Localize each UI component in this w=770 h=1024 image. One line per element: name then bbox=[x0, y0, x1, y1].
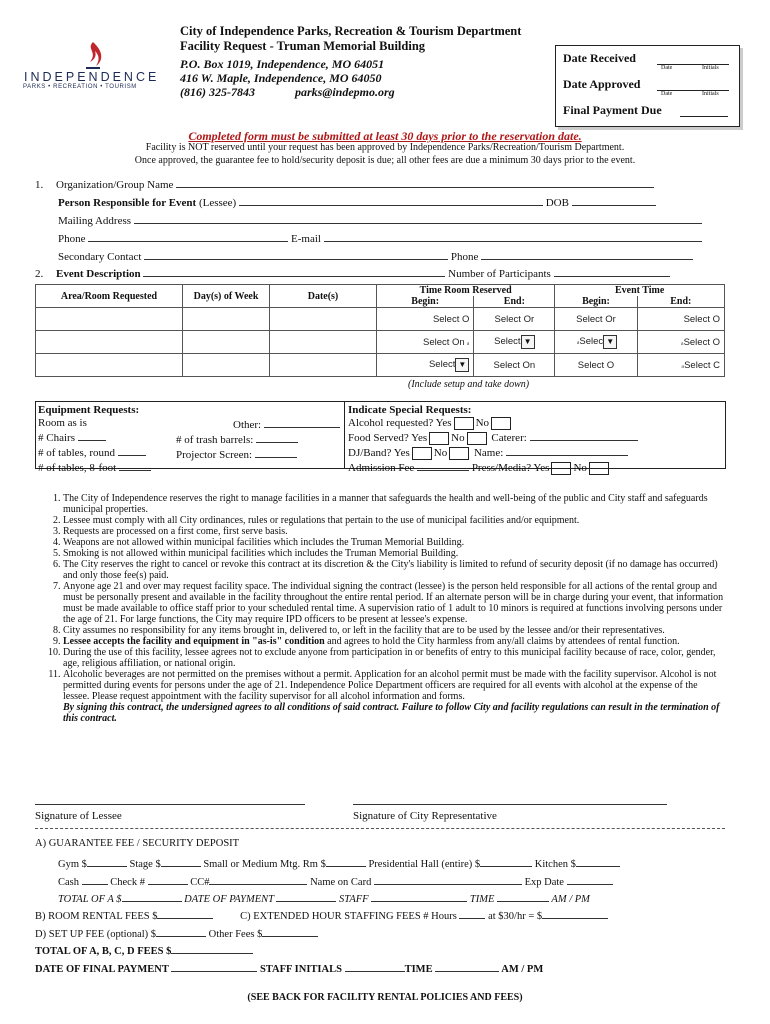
kitchen-field[interactable] bbox=[576, 856, 620, 867]
street-address: 416 W. Maple, Independence, MO 64050 bbox=[180, 71, 382, 85]
select-value: Select O bbox=[577, 359, 615, 371]
initials-small-label: Initials bbox=[702, 65, 719, 71]
time-label: TIME bbox=[469, 894, 495, 905]
event-field[interactable] bbox=[143, 266, 445, 277]
dob-field[interactable] bbox=[572, 195, 656, 206]
date-received-line[interactable] bbox=[657, 54, 729, 65]
phone-field[interactable] bbox=[88, 231, 288, 242]
logo-wordmark: INDEPENDENCE bbox=[24, 70, 160, 84]
date-approved-line[interactable] bbox=[657, 80, 729, 91]
check-field[interactable] bbox=[148, 874, 188, 885]
date-payment-label: DATE OF PAYMENT bbox=[184, 894, 274, 905]
equipment-title: Equipment Requests: bbox=[38, 404, 140, 416]
lessee-label: (Lessee) bbox=[198, 197, 237, 209]
list-item: 8. City assumes no responsibility for any items brought in, delivered to, or left in the facility that are to be used by the lessee and/or their representatives. bbox=[63, 625, 725, 636]
select-value: Select bbox=[428, 359, 456, 371]
list-item: 2. Lessee must comply with all City ordinances, rules or regulations that pertain to the use of municipal facilities and/or equipment. bbox=[63, 515, 725, 526]
presidential-field[interactable] bbox=[480, 856, 532, 867]
reservation-table bbox=[35, 284, 725, 377]
projector-field[interactable] bbox=[255, 447, 297, 458]
yes-label: Yes bbox=[411, 432, 428, 445]
select-value: Select Or bbox=[576, 313, 616, 325]
cc-field[interactable] bbox=[209, 874, 307, 885]
dates-cell[interactable] bbox=[270, 354, 377, 377]
time-select[interactable] bbox=[637, 354, 724, 377]
small-room-label: Small or Medium Mtg. Rm $ bbox=[203, 859, 326, 870]
payment-line bbox=[58, 874, 613, 888]
days-cell[interactable] bbox=[183, 308, 270, 331]
fee-notice: Once approved, the guarantee fee to hold/security deposit is due; all other fees are due a minimum 30 days prior to the event. bbox=[134, 155, 636, 166]
caterer-field[interactable] bbox=[530, 430, 638, 441]
email-label: E-mail bbox=[291, 233, 321, 245]
col-dates: Date(s) bbox=[270, 285, 377, 308]
list-item: 10. During the use of this facility, lessee agrees not to exclude anyone from participation in or benefits of entry to this municipal facility because of race, color, gender, age, religious affiliation, or national origin. bbox=[63, 647, 725, 669]
participants-label: Number of Participants bbox=[448, 268, 551, 280]
dj-yes-checkbox[interactable] bbox=[412, 447, 432, 460]
no-label: No bbox=[433, 447, 448, 460]
total-abcd-field[interactable] bbox=[171, 943, 253, 954]
caterer-label: Caterer: bbox=[491, 432, 527, 445]
org-field[interactable] bbox=[176, 177, 654, 188]
dates-cell[interactable] bbox=[270, 331, 377, 354]
chevron-down-icon[interactable]: ▼ bbox=[603, 335, 617, 349]
alcohol-yes-checkbox[interactable] bbox=[454, 417, 474, 430]
title-line-1: City of Independence Parks, Recreation & Tourism Department bbox=[180, 24, 522, 38]
initials-small-label-2: Initials bbox=[702, 91, 719, 97]
item-number: 1. bbox=[35, 179, 44, 191]
area-cell[interactable] bbox=[36, 308, 183, 331]
final-payment-label: Final Payment Due bbox=[563, 103, 662, 117]
total-a-line bbox=[58, 891, 590, 905]
list-item: 6. The City reserves the right to cancel or revoke this contract at its discretion & the City's liability is limited to refund of security deposit (if no damage has occurred) and only those fee(s) paid. bbox=[63, 559, 725, 581]
table-row bbox=[36, 354, 725, 377]
time-select[interactable] bbox=[555, 308, 637, 331]
stage-label: Stage $ bbox=[129, 859, 161, 870]
yes-label: Yes bbox=[435, 417, 452, 430]
fee-c-label: C) EXTENDED HOUR STAFFING FEES # Hours bbox=[240, 911, 457, 922]
staff-label: STAFF bbox=[339, 894, 369, 905]
event-label: Event Description bbox=[56, 268, 141, 280]
footer-note: (SEE BACK FOR FACILITY RENTAL POLICIES AND FEES) bbox=[247, 992, 523, 1003]
staff-initials-label: STAFF INITIALS bbox=[259, 964, 342, 975]
admission-field[interactable] bbox=[417, 460, 469, 471]
ampm-label: AM / PM bbox=[551, 894, 590, 905]
days-cell[interactable] bbox=[183, 354, 270, 377]
time-select[interactable] bbox=[555, 331, 637, 354]
date-approved-label: Date Approved bbox=[563, 77, 641, 91]
secondary-label: Secondary Contact bbox=[58, 251, 142, 263]
org-row bbox=[35, 177, 654, 191]
page-title bbox=[180, 24, 521, 54]
no-label: No bbox=[573, 462, 587, 475]
time-select[interactable] bbox=[474, 331, 555, 354]
days-cell[interactable] bbox=[183, 331, 270, 354]
yes-label: Yes bbox=[393, 447, 410, 460]
list-item: 4. Weapons are not allowed within municipal facilities which includes the Truman Memorial Building. bbox=[63, 537, 725, 548]
list-item bbox=[63, 636, 725, 647]
special-requests-box bbox=[343, 401, 726, 475]
dropdown-marker: a bbox=[681, 363, 685, 370]
time-select[interactable] bbox=[474, 308, 555, 331]
other-label: Other: bbox=[233, 419, 262, 431]
secondary-field[interactable] bbox=[144, 249, 448, 260]
select-value: Select On bbox=[493, 359, 536, 371]
yes-label: Yes bbox=[533, 462, 550, 475]
rule9-rest: and agrees to hold the City harmless from any/all claims by attendees of rental function. bbox=[324, 636, 680, 647]
hours-field[interactable] bbox=[459, 908, 485, 919]
closing-statement: By signing this contract, the undersigned agrees to all conditions of said contract. Failure to follow City and facility regulations can result in the termination of this contract. bbox=[63, 702, 720, 724]
area-cell[interactable] bbox=[36, 331, 183, 354]
staff-initials-field[interactable] bbox=[345, 961, 405, 972]
food-no-checkbox[interactable] bbox=[467, 432, 487, 445]
mailing-field[interactable] bbox=[134, 213, 702, 224]
org-label: Organization/Group Name bbox=[56, 179, 174, 191]
cash-field[interactable] bbox=[82, 874, 108, 885]
select-value: Select C bbox=[684, 359, 720, 371]
press-no-checkbox[interactable] bbox=[589, 462, 609, 475]
admission-label: Admission Fee bbox=[348, 462, 415, 475]
time-select[interactable] bbox=[637, 308, 724, 331]
select-value: Select Or bbox=[494, 313, 535, 325]
cash-label: Cash bbox=[58, 877, 79, 888]
lessee-signature-line[interactable] bbox=[35, 804, 305, 805]
other-fees-label: Other Fees $ bbox=[208, 929, 263, 940]
fee-d-label: D) SET UP FEE (optional) $ bbox=[35, 929, 157, 940]
total-a-label: TOTAL OF A $ bbox=[58, 894, 122, 905]
dates-cell[interactable] bbox=[270, 308, 377, 331]
kitchen-label: Kitchen $ bbox=[534, 859, 576, 870]
date-payment-field[interactable] bbox=[276, 891, 336, 902]
contact-block bbox=[180, 57, 395, 99]
secondary-row bbox=[58, 249, 693, 263]
phone2-label: Phone bbox=[450, 251, 479, 263]
rule9-bold: Lessee accepts the facility and equipment in "as-is" condition bbox=[63, 636, 325, 647]
city-signature-line[interactable] bbox=[353, 804, 667, 805]
dropdown-marker: a bbox=[466, 340, 470, 347]
tables-8ft-field[interactable] bbox=[119, 460, 151, 471]
email-address: parks@indepmo.org bbox=[295, 85, 395, 99]
list-item: 5. Smoking is not allowed within municipal facilities which includes the Truman Memorial Building. bbox=[63, 548, 725, 559]
select-value: Select On bbox=[422, 336, 465, 348]
col-days: Day(s) of Week bbox=[183, 285, 270, 308]
lessee-signature-label: Signature of Lessee bbox=[35, 810, 122, 822]
small-room-field[interactable] bbox=[326, 856, 366, 867]
phone-number: (816) 325-7843 bbox=[180, 85, 255, 99]
equipment-box bbox=[35, 401, 345, 474]
name-on-card-label: Name on Card bbox=[310, 877, 372, 888]
city-signature-label: Signature of City Representative bbox=[353, 810, 497, 822]
title-line-2: Facility Request - Truman Memorial Building bbox=[180, 39, 426, 53]
col-area: Area/Room Requested bbox=[36, 285, 183, 308]
list-item: 7. Anyone age 21 and over may request facility space. The individual signing the contract (lessee) is the person held responsible for all actions of the rental group and must be personally present and available in the facility throughout the entire rental period. If an alternate person will be in charge during your event, that information must be made available to office staff prior to your scheduled rental time. A supervision ratio of 1 adult to 10 minors is required at functions involving persons under the age of 21. For large functions, the City may require IPD officers to be present at lessee's expense. bbox=[63, 581, 725, 625]
no-label: No bbox=[475, 417, 490, 430]
time2-field[interactable] bbox=[435, 961, 499, 972]
submission-notice: Completed form must be submitted at least 30 days prior to the reservation date. bbox=[188, 129, 582, 143]
col-end-2: End: bbox=[637, 296, 724, 308]
chairs-label: # Chairs bbox=[38, 432, 75, 444]
col-begin: Begin: bbox=[377, 296, 474, 308]
press-yes-checkbox[interactable] bbox=[551, 462, 571, 475]
dropdown-marker: a bbox=[576, 340, 580, 347]
area-cell[interactable] bbox=[36, 354, 183, 377]
person-field[interactable] bbox=[239, 195, 543, 206]
participants-field[interactable] bbox=[554, 266, 670, 277]
list-item: 1. The City of Independence reserves the right to manage facilities in a manner that safeguards the health and well-being of the public and City staff and safeguards municipal properties. bbox=[63, 493, 725, 515]
mailing-label: Mailing Address bbox=[58, 215, 132, 227]
gym-field[interactable] bbox=[87, 856, 127, 867]
col-reserved: Time Room Reserved bbox=[377, 285, 555, 297]
exp-label: Exp Date bbox=[524, 877, 564, 888]
fee-d-line bbox=[35, 926, 318, 940]
press-label: Press/Media? bbox=[471, 462, 532, 475]
final-payment-line[interactable] bbox=[680, 106, 728, 117]
col-begin-2: Begin: bbox=[555, 296, 637, 308]
gym-label: Gym $ bbox=[58, 859, 87, 870]
trash-field[interactable] bbox=[256, 432, 298, 443]
event-row bbox=[35, 266, 670, 280]
alcohol-label: Alcohol requested? bbox=[348, 417, 434, 430]
phone-label: Phone bbox=[58, 233, 86, 245]
po-box: P.O. Box 1019, Independence, MO 64051 bbox=[180, 57, 385, 71]
stage-field[interactable] bbox=[161, 856, 201, 867]
dob-label: DOB bbox=[545, 197, 569, 209]
fee-c-rate-label: at $30/hr = $ bbox=[488, 911, 543, 922]
total-abcd-line bbox=[35, 943, 253, 957]
time-select[interactable] bbox=[555, 354, 637, 377]
fee-a-line bbox=[58, 856, 620, 870]
tables-round-label: # of tables, round bbox=[38, 447, 115, 459]
col-event-time: Event Time bbox=[555, 285, 725, 297]
food-label: Food Served? bbox=[348, 432, 409, 445]
date-small-label: Date bbox=[661, 65, 673, 71]
dj-no-checkbox[interactable] bbox=[449, 447, 469, 460]
staff-field[interactable] bbox=[371, 891, 467, 902]
presidential-label: Presidential Hall (entire) $ bbox=[368, 859, 481, 870]
time-select[interactable] bbox=[637, 331, 724, 354]
person-row bbox=[58, 195, 656, 209]
time2-label: TIME bbox=[404, 964, 433, 975]
alcohol-no-checkbox[interactable] bbox=[491, 417, 511, 430]
select-value: Select O bbox=[432, 313, 470, 325]
cc-label: CC# bbox=[190, 877, 210, 888]
tables-8ft-label: # of tables, 8-foot bbox=[38, 462, 117, 474]
time-select[interactable] bbox=[377, 354, 474, 377]
phone2-field[interactable] bbox=[481, 249, 693, 260]
other-field[interactable] bbox=[264, 417, 340, 428]
name-on-card-field[interactable] bbox=[374, 874, 522, 885]
list-item: 3. Requests are processed on a first come, first serve basis. bbox=[63, 526, 725, 537]
fee-d-field[interactable] bbox=[156, 926, 206, 937]
room-as-is-label: Room as is bbox=[38, 417, 87, 429]
table-row bbox=[36, 331, 725, 354]
other-fees-field[interactable] bbox=[262, 926, 318, 937]
person-label: Person Responsible for Event bbox=[58, 197, 197, 209]
dropdown-marker: a bbox=[680, 340, 684, 347]
projector-label: Projector Screen: bbox=[176, 449, 253, 461]
final-date-label: DATE OF FINAL PAYMENT bbox=[35, 964, 169, 975]
table-row bbox=[36, 308, 725, 331]
time-select[interactable] bbox=[377, 308, 474, 331]
divider bbox=[35, 828, 725, 829]
fee-b-field[interactable] bbox=[157, 908, 213, 919]
name-field[interactable] bbox=[506, 445, 628, 456]
flame-logo-icon bbox=[80, 40, 106, 70]
select-value: Selec bbox=[579, 336, 604, 348]
table-header-row bbox=[36, 285, 725, 297]
chevron-down-icon[interactable]: ▼ bbox=[521, 335, 535, 349]
phone-row bbox=[58, 231, 702, 245]
item-number-2: 2. bbox=[35, 268, 44, 280]
mailing-row bbox=[58, 213, 702, 227]
select-value: Select O bbox=[683, 336, 720, 348]
email-field[interactable] bbox=[324, 231, 702, 242]
time-select[interactable] bbox=[377, 331, 474, 354]
trash-label: # of trash barrels: bbox=[176, 434, 254, 446]
setup-note: (Include setup and take down) bbox=[408, 379, 530, 390]
total-a-field[interactable] bbox=[122, 891, 182, 902]
chairs-field[interactable] bbox=[78, 430, 106, 441]
reservation-notice: Facility is NOT reserved until your request has been approved by Independence Parks/Recreation/Tourism Department. bbox=[145, 142, 625, 153]
fee-a-title: A) GUARANTEE FEE / SECURITY DEPOSIT bbox=[35, 838, 240, 849]
ampm2-label: AM / PM bbox=[501, 964, 544, 975]
tables-round-field[interactable] bbox=[118, 445, 146, 456]
final-payment-line-row bbox=[35, 961, 543, 975]
fee-b-label: B) ROOM RENTAL FEES $ bbox=[35, 911, 158, 922]
final-date-field[interactable] bbox=[171, 961, 257, 972]
logo-tagline: PARKS • RECREATION • TOURISM bbox=[23, 84, 137, 90]
chevron-down-icon[interactable]: ▼ bbox=[455, 358, 469, 372]
fee-c-field[interactable] bbox=[542, 908, 608, 919]
exp-field[interactable] bbox=[567, 874, 613, 885]
date-small-label-2: Date bbox=[661, 91, 673, 97]
dj-label: DJ/Band? bbox=[348, 447, 392, 460]
special-title: Indicate Special Requests: bbox=[348, 404, 472, 416]
date-received-label: Date Received bbox=[563, 51, 636, 65]
list-item: 11. Alcoholic beverages are not permitted on the premises without a permit. Application for an alcohol permit must be made with the facility supervisor. Alcohol is not permitted during events for persons under the age of 21. Independence Police Department officers are required for all events with alcohol at the expense of the lessee. Please request appointment with the facility supervisor for all alcohol information and forms. bbox=[63, 669, 725, 702]
select-value: Select O bbox=[683, 313, 720, 325]
food-yes-checkbox[interactable] bbox=[429, 432, 449, 445]
name-label: Name: bbox=[473, 447, 504, 460]
time-select[interactable] bbox=[474, 354, 555, 377]
check-label: Check # bbox=[110, 877, 145, 888]
no-label: No bbox=[451, 432, 465, 445]
time-field[interactable] bbox=[497, 891, 549, 902]
rules-list bbox=[35, 493, 725, 724]
col-end: End: bbox=[474, 296, 555, 308]
total-abcd-label: TOTAL OF A, B, C, D FEES $ bbox=[35, 946, 172, 957]
fee-b-line bbox=[35, 908, 608, 922]
office-use-box bbox=[555, 45, 740, 127]
select-value: Select bbox=[494, 336, 521, 348]
